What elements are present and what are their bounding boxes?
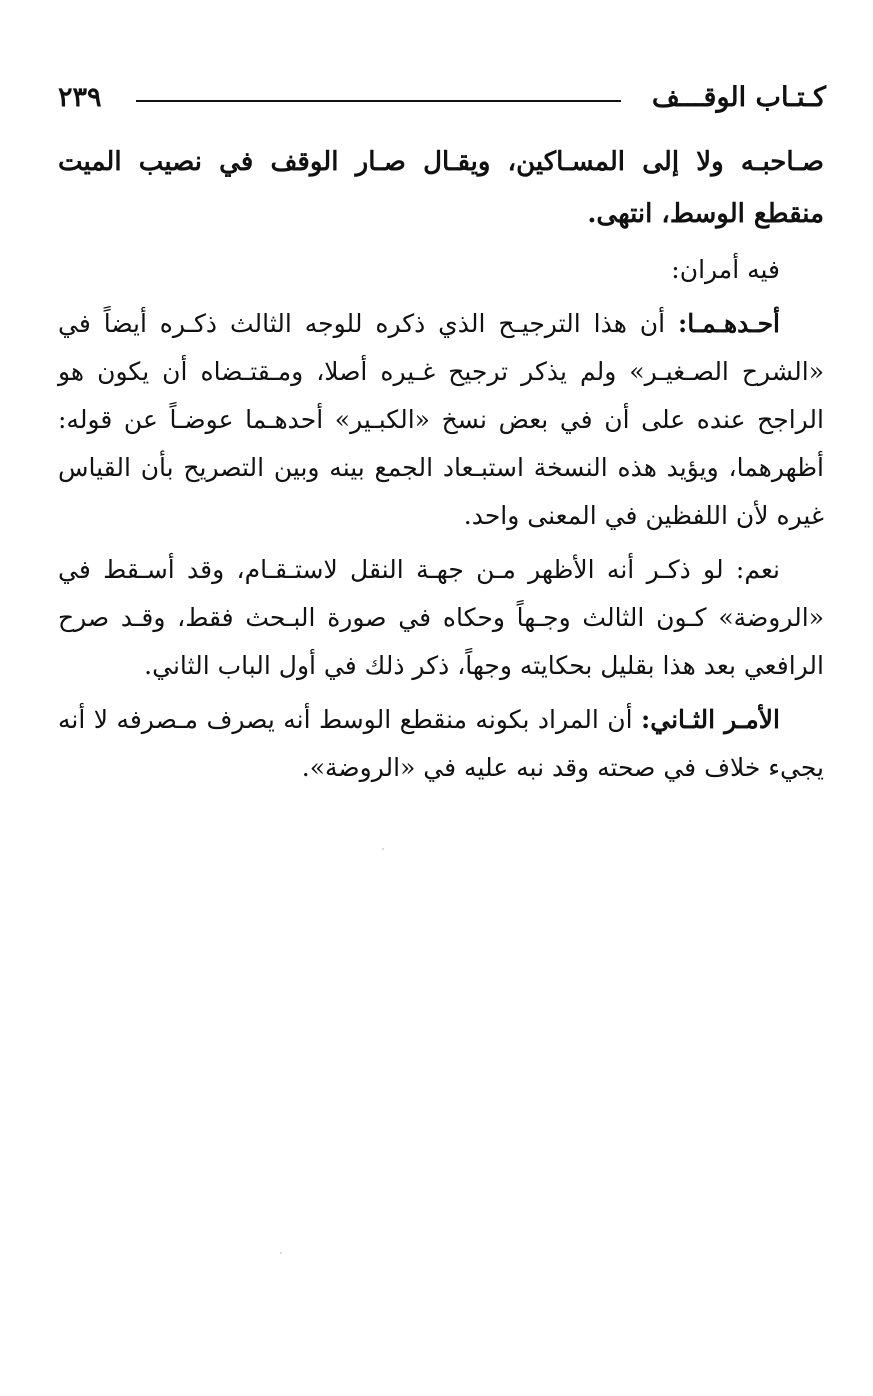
paragraph-first-matter: [58, 300, 824, 540]
scan-speck: [280, 1252, 282, 1254]
book-title: كـتـاب الوقـــف: [651, 82, 826, 113]
scan-speck: [382, 848, 384, 850]
paragraph-note: نعم: لو ذكـر أنه الأظهر مـن جهـة النقل لاستـقـام، وقد أسـقط في «الروضة» كـون الثالث وجـهاً وحكاه في صورة البـحث فقط، وقـد صرح الرافعي بعد هذا بقليل بحكايته وجهاً، ذكر ذلك في أول الباب الثاني.: [58, 555, 824, 680]
running-header: [58, 78, 826, 118]
first-matter-text: أن هذا الترجيـح الذي ذكره للوجه الثالث ذكـره أيضاً في «الشرح الصـغيـر» ولم يذكر ترجيح غـيره أصلا، ومـقتـضاه أن يكون هو الراجح عنده على أن في بعض نسخ «الكبـير» أحدهـما عوضـاً عن قوله: أظهرهما، ويؤيد هذه النسخة استبـعاد الجمع بينه وبين التصريح بأن القياس غيره لأن اللفظين في المعنى واحد.: [58, 309, 824, 530]
paragraph-second-matter: [58, 696, 824, 792]
paragraph-intro: فيه أمران:: [671, 255, 780, 284]
header-rule: [136, 100, 621, 102]
second-matter-heading: الأمـر الثـاني:: [641, 705, 781, 734]
first-matter-heading: أحـدهـمـا:: [678, 309, 780, 338]
paragraph-continuation: صـاحبـه ولا إلى المسـاكين، ويقـال صـار الوقف في نصيب الميت منقطع الوسط، انتهى.: [58, 147, 824, 229]
second-matter-text: أن المراد بكونه منقطع الوسط أنه يصرف مـصرفه لا أنه يجيء خلاف في صحته وقد نبه عليه في «الروضة».: [58, 705, 824, 782]
page-number: ٢٣٩: [58, 82, 102, 113]
body-text: [58, 136, 824, 792]
